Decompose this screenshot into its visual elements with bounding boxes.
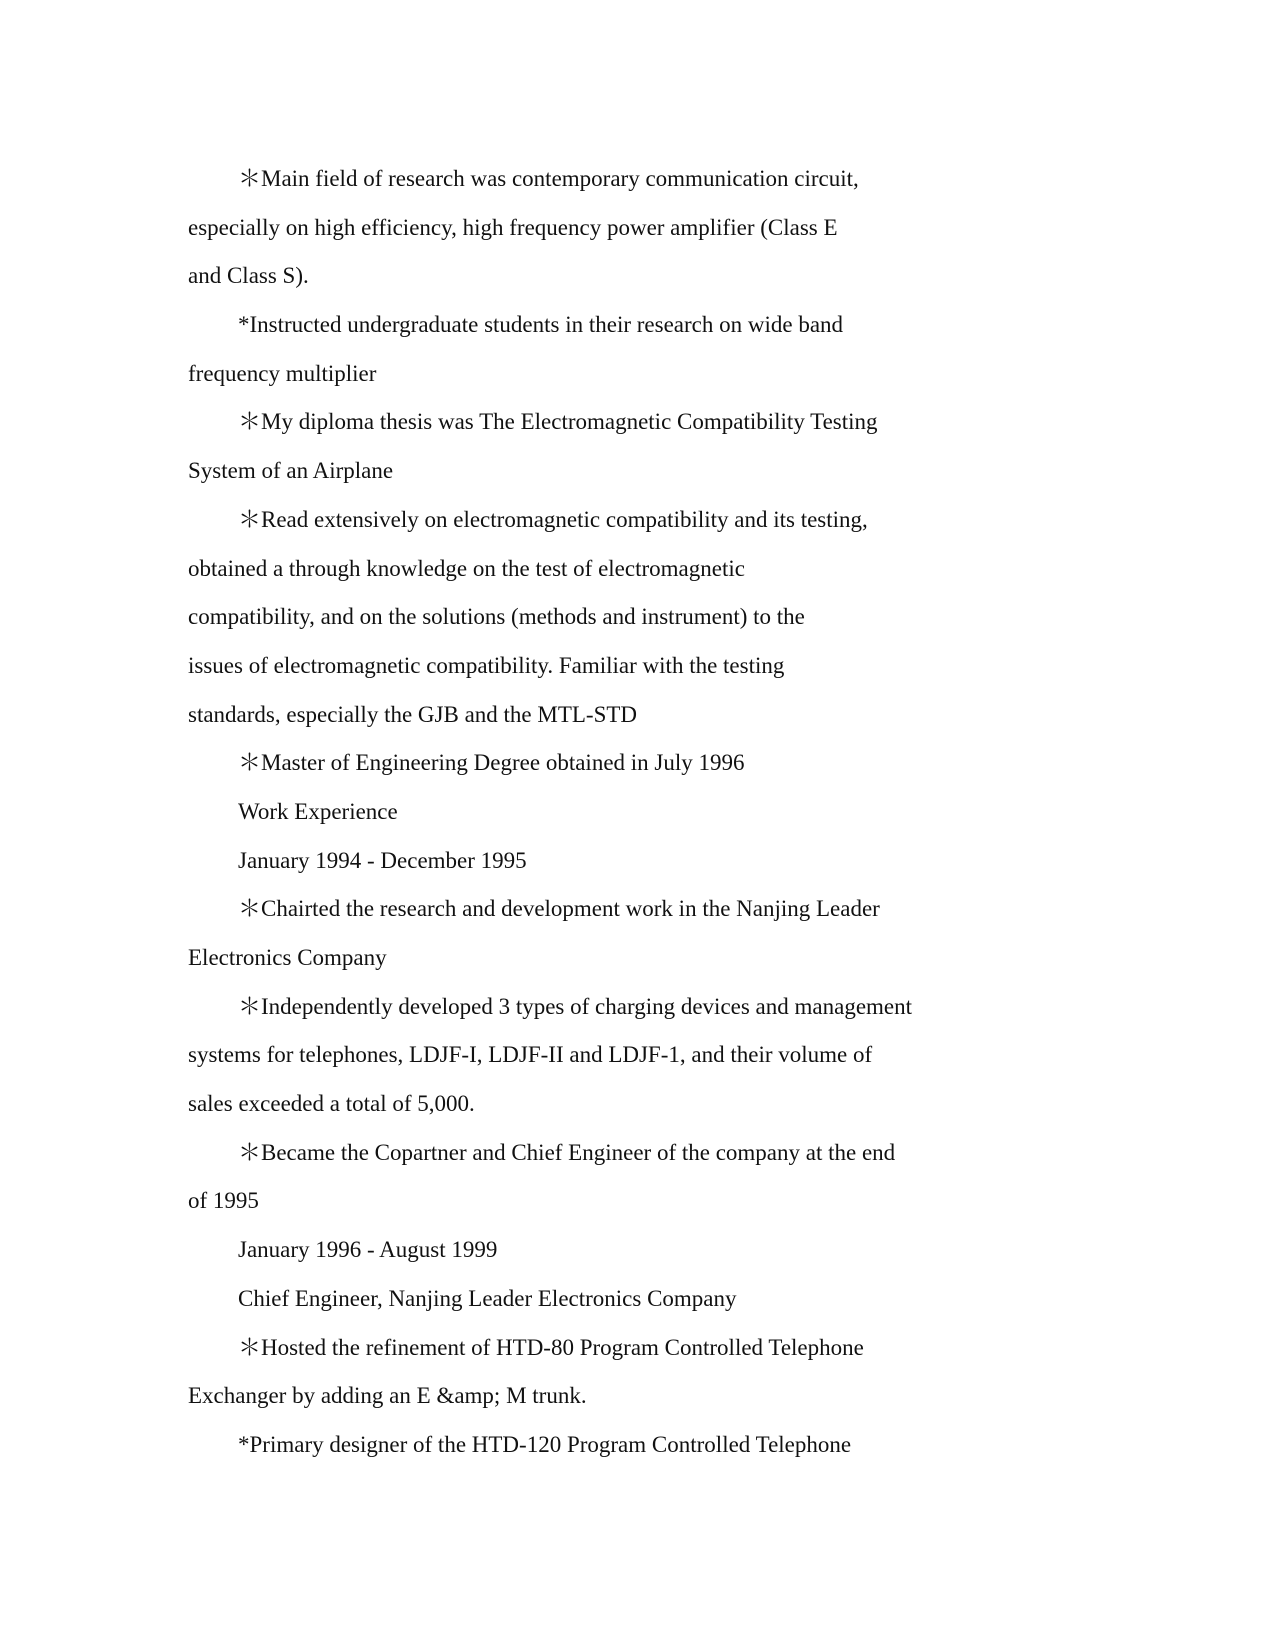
text-line: sales exceeded a total of 5,000. <box>188 1091 475 1117</box>
text-line: ＊Chairted the research and development work in the Nanjing Leader <box>238 896 880 922</box>
text-line: frequency multiplier <box>188 360 377 386</box>
text-line: compatibility, and on the solutions (methods and instrument) to the <box>188 604 805 630</box>
text-line: issues of electromagnetic compatibility. Familiar with the testing <box>188 652 785 678</box>
text-line: ＊Hosted the refinement of HTD-80 Program Controlled Telephone <box>238 1334 864 1360</box>
text-line: ＊My diploma thesis was The Electromagnetic Compatibility Testing <box>238 409 878 435</box>
text-line: ＊Main field of research was contemporary communication circuit, <box>238 166 859 191</box>
text-line: System of an Airplane <box>188 458 394 484</box>
date-range: January 1996 - August 1999 <box>238 1237 498 1263</box>
section-heading: Work Experience <box>238 798 398 824</box>
text-line: ＊Became the Copartner and Chief Engineer of the company at the end <box>238 1139 896 1165</box>
date-range: January 1994 - December 1995 <box>238 847 527 873</box>
text-line: Electronics Company <box>188 945 387 970</box>
text-line: *Primary designer of the HTD-120 Program Controlled Telephone <box>238 1431 852 1457</box>
text-line: obtained a through knowledge on the test of electromagnetic <box>188 555 745 581</box>
text-line: standards, especially the GJB and the MTL-STD <box>188 701 638 727</box>
text-line: *Instructed undergraduate students in their research on wide band <box>238 312 844 338</box>
job-title: Chief Engineer, Nanjing Leader Electronics Company <box>238 1285 737 1311</box>
text-line: of 1995 <box>188 1188 259 1214</box>
text-line: systems for telephones, LDJF-I, LDJF-II and LDJF-1, and their volume of <box>188 1042 873 1068</box>
document-page <box>188 155 1098 1470</box>
text-line: and Class S). <box>188 263 309 289</box>
text-line: ＊Master of Engineering Degree obtained in July 1996 <box>238 750 745 776</box>
text-line: ＊Independently developed 3 types of charging devices and management <box>238 993 913 1019</box>
text-line: especially on high efficiency, high frequency power amplifier (Class E <box>188 214 838 240</box>
text-line: ＊Read extensively on electromagnetic compatibility and its testing, <box>238 506 868 532</box>
text-line: Exchanger by adding an E &amp; M trunk. <box>188 1383 587 1409</box>
